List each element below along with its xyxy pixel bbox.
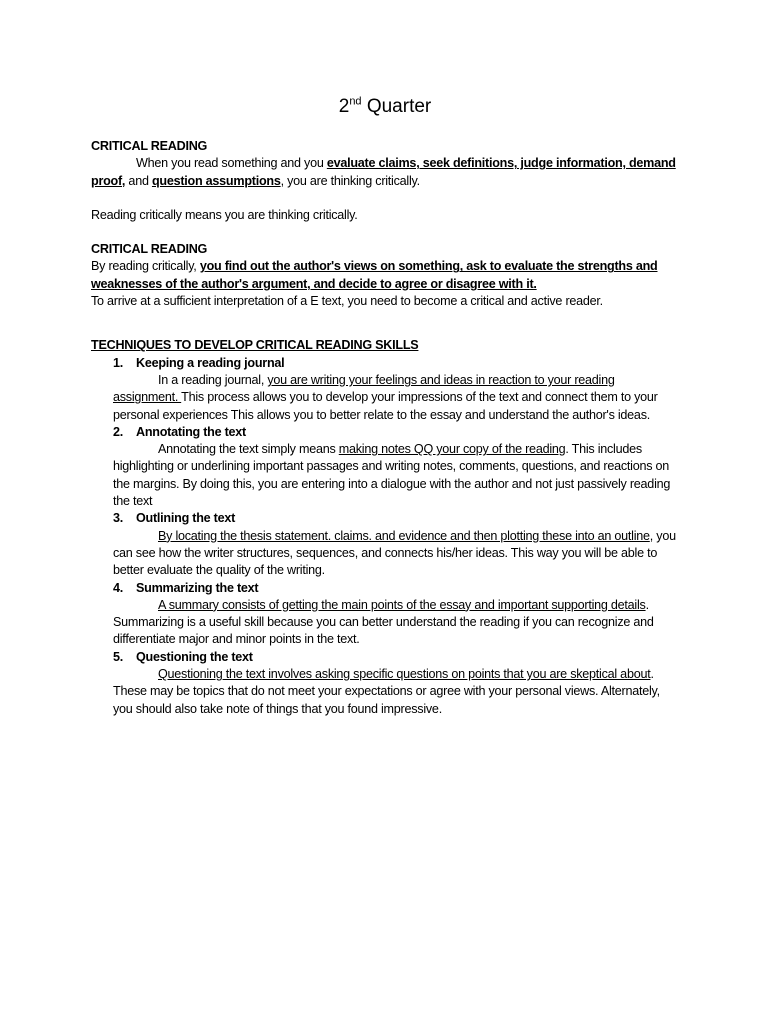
- title-ordinal-suffix: nd: [349, 95, 362, 108]
- underlined-phrase: question assumptions: [151, 173, 281, 188]
- paragraph-text: and: [125, 173, 152, 188]
- title-text: Quarter: [361, 96, 432, 117]
- title-number: 2: [338, 96, 350, 117]
- technique-number: 4.: [113, 580, 124, 595]
- section-heading-critical-reading-2: CRITICAL READING: [91, 242, 208, 257]
- technique-title: [91, 510, 679, 527]
- paragraph-critical-thinking-definition: [91, 155, 679, 190]
- technique-paragraph: [113, 528, 679, 580]
- technique-number: 1.: [113, 355, 124, 370]
- technique-paragraph: [113, 597, 679, 649]
- technique-body: [91, 441, 679, 510]
- underlined-phrase: By locating the thesis statement. claims. and evidence and then plotting these into an outline: [158, 528, 650, 543]
- technique-title-text: Annotating the text: [136, 424, 246, 439]
- paragraph-interpretation: To arrive at a sufficient interpretation of a E text, you need to become a critical and active reader.: [91, 294, 603, 309]
- paragraph-text: . This includes highlighting or underlining important passages and writing notes, comments, questions, and reactions on the margins. By doing this, you are entering into a dialogue with the author and not just passively reading the text: [113, 442, 671, 509]
- paragraph-author-views: [91, 258, 679, 293]
- paragraph-reading-critically: Reading critically means you are thinking critically.: [91, 207, 358, 222]
- underlined-phrase: you find out the author's views on something, ask to evaluate the strengths and weaknesses of the author's argument, and decide to agree or disagree with it.: [91, 259, 658, 291]
- underlined-phrase: you are writing your feelings and ideas in reaction to your reading assignment.: [113, 372, 615, 405]
- technique-number: 3.: [113, 511, 124, 526]
- page-title: [91, 94, 679, 120]
- underlined-phrase: A summary consists of getting the main points of the essay and important supporting details: [158, 597, 646, 612]
- technique-title: [91, 649, 679, 666]
- paragraph-text: . These may be topics that do not meet your expectations or agree with your personal views. Alternately, you should also take note of things that you found impressive.: [113, 667, 660, 716]
- technique-title-text: Outlining the text: [136, 511, 236, 526]
- paragraph-text: By reading critically,: [91, 259, 200, 274]
- technique-title: [91, 355, 679, 372]
- technique-paragraph: [113, 666, 679, 718]
- paragraph-text: When you read something and you: [136, 156, 327, 171]
- technique-item: [91, 510, 679, 579]
- paragraph-text: In a reading journal,: [158, 372, 268, 387]
- technique-number: 5.: [113, 649, 124, 664]
- technique-title-text: Keeping a reading journal: [136, 355, 285, 370]
- document-body: [91, 94, 679, 718]
- section-heading-critical-reading-1: CRITICAL READING: [91, 139, 208, 153]
- technique-body: [91, 372, 679, 424]
- technique-body: [91, 597, 679, 649]
- technique-body: [91, 528, 679, 580]
- technique-item: [91, 355, 679, 424]
- paragraph-text: This process allows you to develop your impressions of the text and connect them to your personal experiences This allows you to better relate to the essay and understand the author's ideas.: [113, 390, 658, 422]
- technique-title: [91, 424, 679, 441]
- technique-item: [91, 580, 679, 649]
- technique-body: [91, 666, 679, 718]
- technique-paragraph: [113, 372, 679, 424]
- technique-title-text: Questioning the text: [136, 649, 253, 664]
- technique-title-text: Summarizing the text: [136, 580, 259, 595]
- underlined-phrase: Questioning the text involves asking specific questions on points that you are skeptical about: [158, 667, 651, 682]
- paragraph-text: . Summarizing is a useful skill because you can better understand the reading if you can recognize and differentiate major and minor points in the text.: [113, 597, 654, 647]
- section-heading-techniques: TECHNIQUES TO DEVELOP CRITICAL READING SKILLS: [91, 338, 419, 353]
- paragraph-text: Annotating the text simply means: [158, 442, 339, 457]
- technique-title: [91, 580, 679, 597]
- technique-item: [91, 424, 679, 510]
- technique-number: 2.: [113, 424, 124, 439]
- paragraph-text: , you can see how the writer structures, sequences, and connects his/her ideas. This way you will be able to better evaluate the quality of the writing.: [113, 528, 676, 578]
- underlined-phrase: making notes QQ your copy of the reading: [338, 442, 566, 457]
- paragraph-text: , you are thinking critically.: [280, 173, 420, 188]
- technique-paragraph: [113, 441, 679, 510]
- underlined-phrase: evaluate claims, seek definitions, judge information, demand proof,: [91, 156, 676, 188]
- technique-item: [91, 649, 679, 718]
